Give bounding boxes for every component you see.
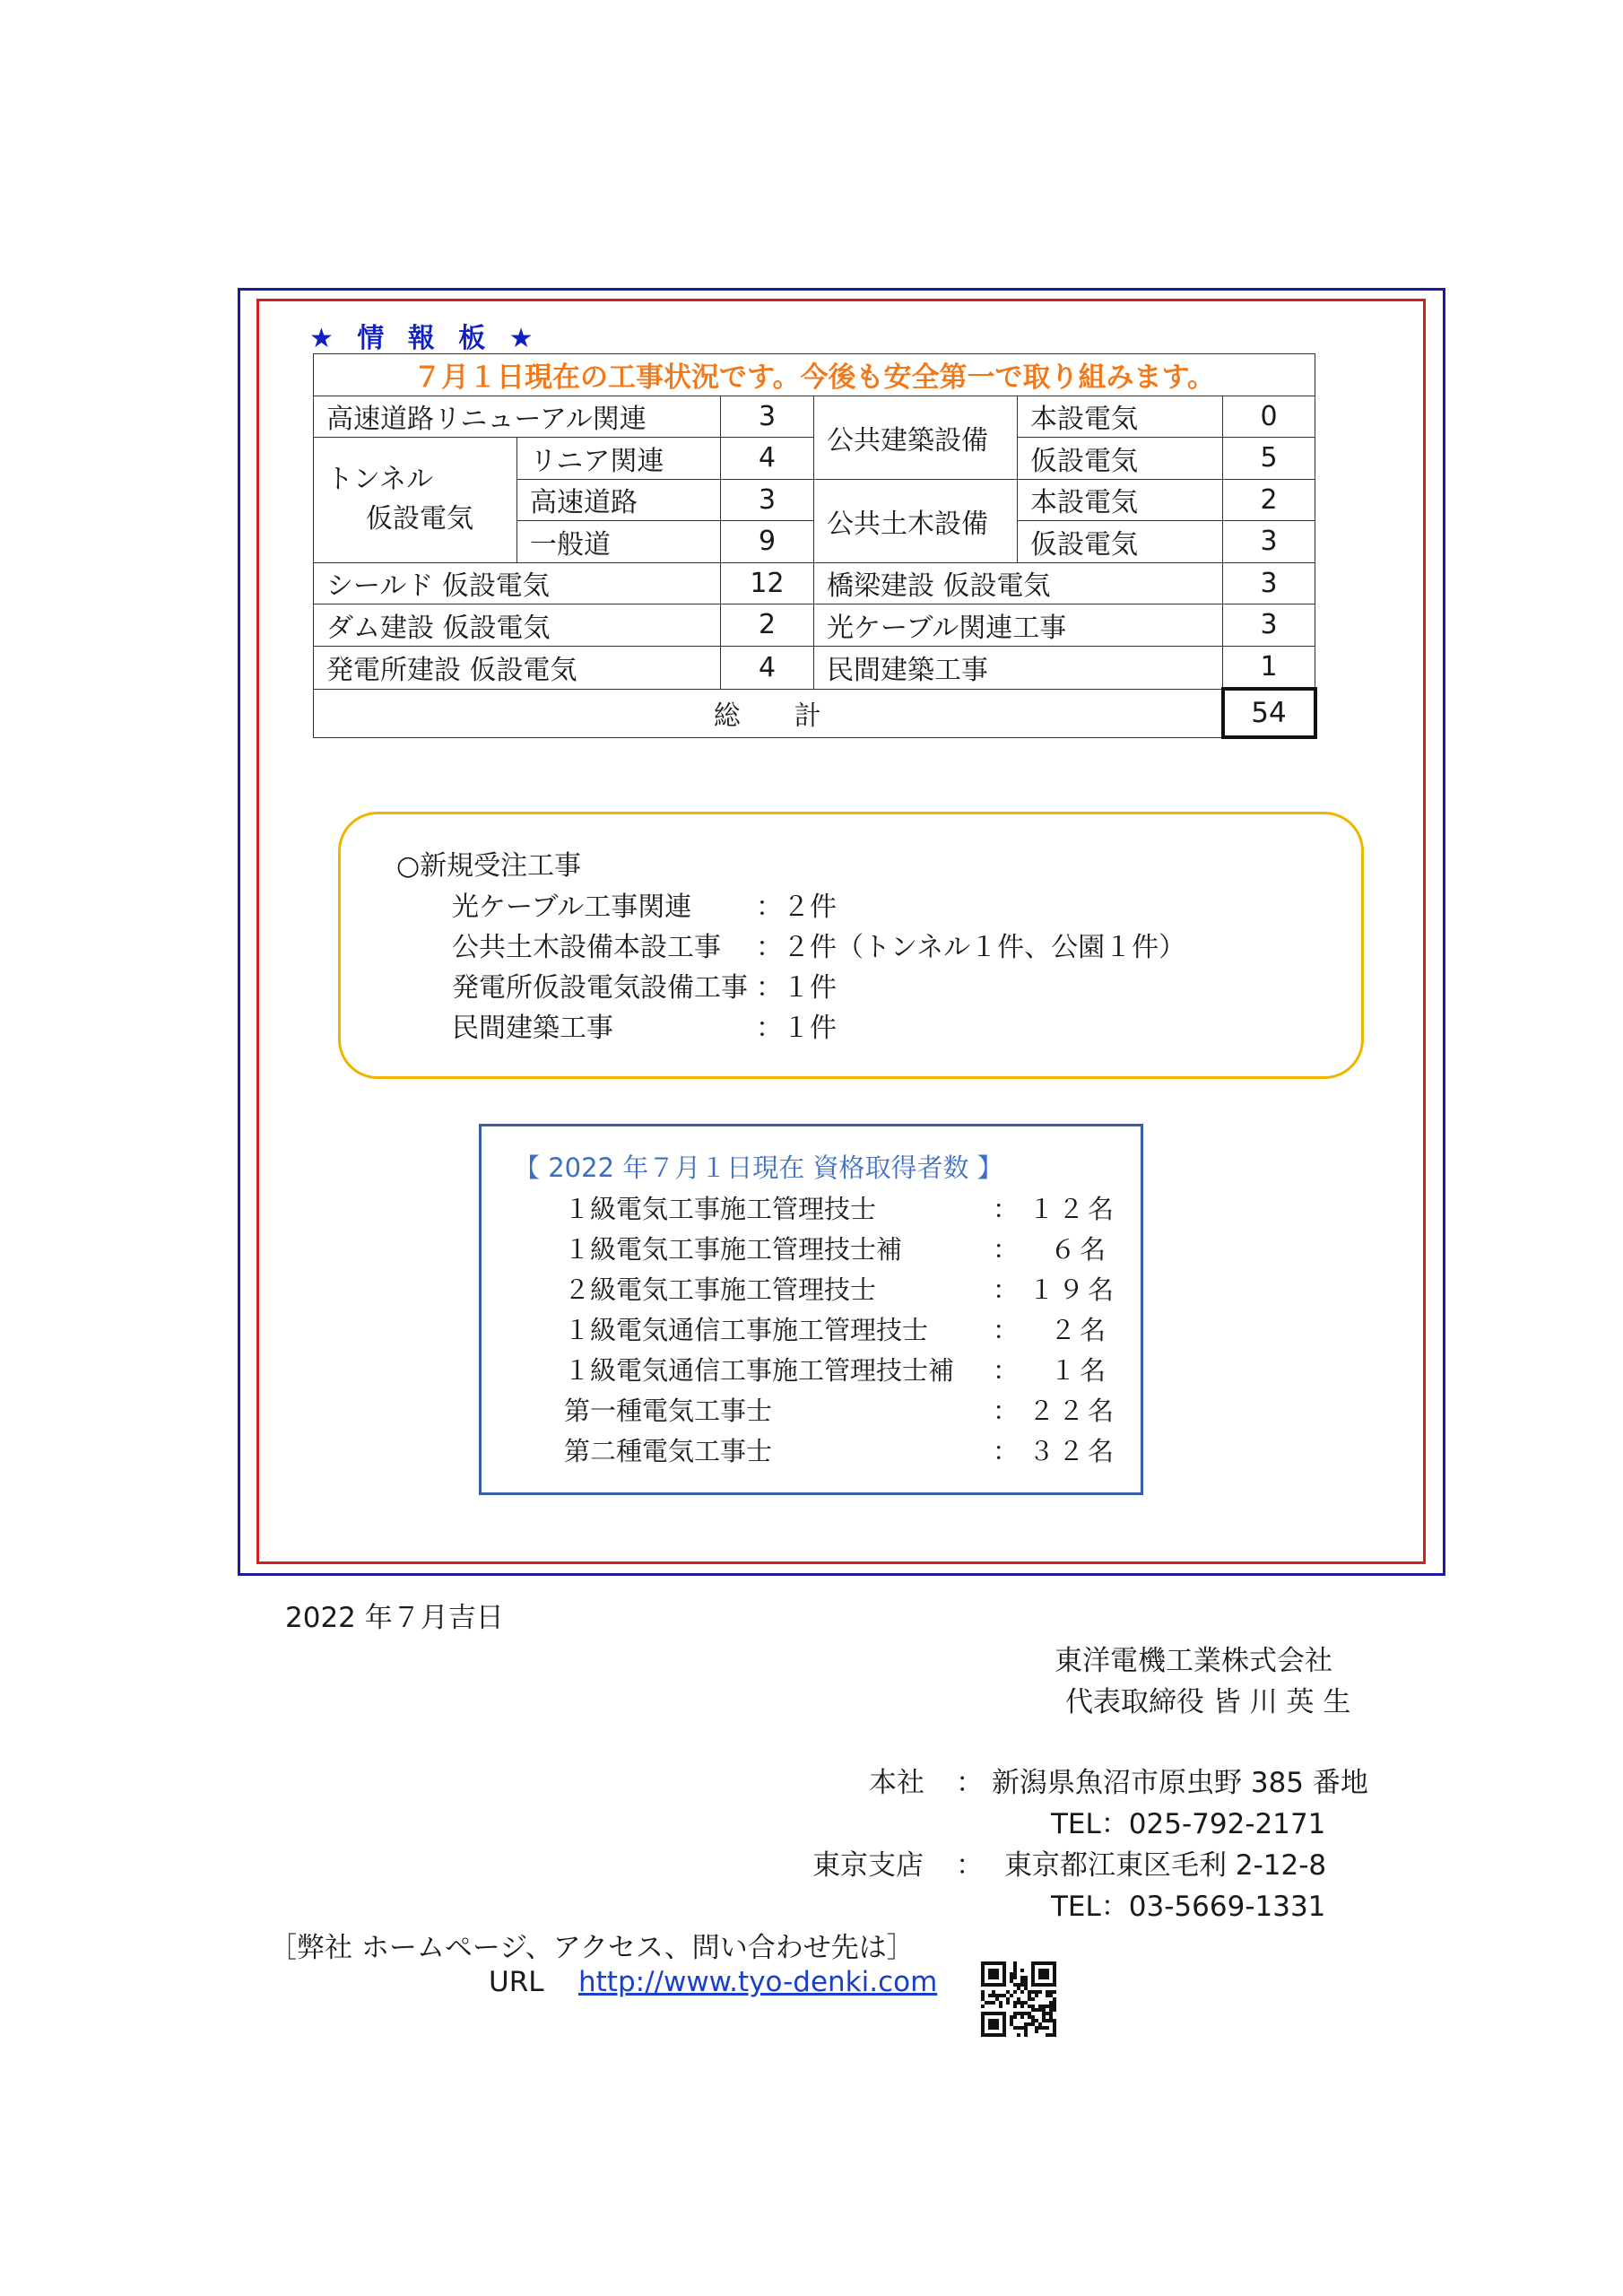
order-value: ：１件	[756, 972, 837, 1004]
status-headline: ７月１日現在の工事状況です。今後も安全第一で取り組みます。	[314, 354, 1315, 396]
order-label: 公共土木設備本設工事	[452, 932, 721, 963]
group-label-tunnel	[314, 438, 517, 563]
separator: ：	[956, 1767, 984, 1799]
total-row	[314, 689, 1315, 737]
tokyo-branch-tel: TEL：03-5669-1331	[1051, 1891, 1326, 1923]
row-value: 3	[721, 396, 814, 438]
separator: ：	[993, 1194, 1020, 1224]
row-label: 一般道	[517, 521, 721, 563]
order-label: 民間建築工事	[452, 1013, 613, 1044]
head-office-address: 新潟県魚沼市原虫野 385 番地	[992, 1767, 1368, 1799]
total-value: 54	[1223, 689, 1315, 737]
url-label: URL	[489, 1966, 544, 1998]
separator: ：	[993, 1274, 1020, 1305]
list-item	[564, 1310, 1109, 1347]
separator: ：	[956, 1849, 984, 1882]
qualification-name: 第一種電気工事士	[564, 1396, 773, 1426]
row-label: ダム建設 仮設電気	[314, 604, 721, 647]
row-value: 3	[1223, 562, 1315, 604]
row-value: 1	[1223, 646, 1315, 689]
qualifications-box	[479, 1124, 1143, 1495]
list-item	[452, 1005, 837, 1045]
row-value: 2	[1223, 479, 1315, 521]
row-value: 3	[1223, 521, 1315, 563]
qualification-count: １２名	[1028, 1194, 1118, 1224]
group-label-line: トンネル	[326, 464, 434, 496]
list-item	[452, 965, 837, 1004]
row-label: 仮設電気	[1018, 521, 1223, 563]
qualification-name: １級電気通信工事施工管理技士補	[564, 1355, 955, 1386]
qualifications-heading: 【 2022 年７月１日現在 資格取得者数 】	[514, 1152, 1003, 1183]
row-value: 0	[1223, 396, 1315, 438]
row-label: 橋梁建設 仮設電気	[814, 562, 1223, 604]
row-label: シールド 仮設電気	[314, 562, 721, 604]
row-value: 4	[721, 646, 814, 689]
row-label: 本設電気	[1018, 396, 1223, 438]
qualification-count: ６名	[1049, 1234, 1109, 1265]
row-value: 3	[1223, 604, 1315, 647]
order-value: ：２件	[756, 891, 837, 923]
list-item	[452, 884, 837, 924]
order-label: 発電所仮設電気設備工事	[452, 972, 748, 1004]
separator: ：	[993, 1315, 1020, 1345]
list-item	[564, 1230, 1109, 1266]
group-label-line: 仮設電気	[366, 503, 473, 535]
row-label: 発電所建設 仮設電気	[314, 646, 721, 689]
row-value: 9	[721, 521, 814, 563]
order-value: ：２件（トンネル１件、公園１件）	[756, 932, 1186, 963]
qualification-count: ３２名	[1028, 1436, 1118, 1466]
row-label: 民間建築工事	[814, 646, 1223, 689]
table-row	[314, 396, 1315, 438]
company-name: 東洋電機工業株式会社	[1055, 1645, 1332, 1677]
list-item	[564, 1351, 1109, 1387]
separator: ：	[993, 1355, 1020, 1386]
qualification-count: １９名	[1028, 1274, 1118, 1305]
qualification-count: １名	[1049, 1355, 1109, 1386]
qr-code-icon[interactable]	[981, 1961, 1056, 2037]
tokyo-branch-label: 東京支店	[812, 1849, 924, 1882]
qualification-name: １級電気工事施工管理技士	[564, 1194, 877, 1224]
group-label: 公共建築設備	[814, 396, 1018, 479]
qualification-name: ２級電気工事施工管理技士	[564, 1274, 877, 1305]
row-label: 光ケーブル関連工事	[814, 604, 1223, 647]
list-item	[564, 1431, 1118, 1468]
row-value: 4	[721, 438, 814, 480]
tokyo-branch-address: 東京都江東区毛利 2-12-8	[1004, 1849, 1327, 1882]
list-item	[564, 1270, 1118, 1307]
representative: 代表取締役 皆 川 英 生	[1065, 1686, 1351, 1718]
row-label: 本設電気	[1018, 479, 1223, 521]
issue-date: 2022 年７月吉日	[285, 1602, 504, 1634]
separator: ：	[993, 1396, 1020, 1426]
qualification-name: １級電気工事施工管理技士補	[564, 1234, 903, 1265]
total-label: 総計	[314, 689, 1223, 737]
order-value: ：１件	[756, 1013, 837, 1044]
row-value: 2	[721, 604, 814, 647]
row-value: 3	[721, 479, 814, 521]
separator: ：	[993, 1436, 1020, 1466]
construction-status-table	[313, 353, 1317, 739]
qualification-count: ２２名	[1028, 1396, 1118, 1426]
group-label: 公共土木設備	[814, 479, 1018, 562]
qualification-name: １級電気通信工事施工管理技士	[564, 1315, 929, 1345]
qualification-count: ２名	[1049, 1315, 1109, 1345]
table-row	[314, 646, 1315, 689]
row-value: 12	[721, 562, 814, 604]
qualification-name: 第二種電気工事士	[564, 1436, 773, 1466]
row-label: 高速道路	[517, 479, 721, 521]
row-label: リニア関連	[517, 438, 721, 480]
table-row	[314, 604, 1315, 647]
table-row	[314, 562, 1315, 604]
new-orders-heading: ○新規受注工事	[396, 850, 582, 882]
board-title: ★ 情 報 板 ★	[309, 323, 541, 354]
homepage-note: ［弊社 ホームページ、アクセス、問い合わせ先は］	[269, 1932, 915, 1964]
row-label: 高速道路リニューアル関連	[314, 396, 721, 438]
new-orders-box	[338, 812, 1364, 1079]
row-value: 5	[1223, 438, 1315, 480]
head-office-tel: TEL：025-792-2171	[1051, 1808, 1326, 1840]
list-item	[564, 1391, 1118, 1428]
homepage-url-link[interactable]: http://www.tyo-denki.com	[578, 1966, 938, 1998]
row-label: 仮設電気	[1018, 438, 1223, 480]
list-item	[564, 1189, 1118, 1226]
order-label: 光ケーブル工事関連	[452, 891, 692, 923]
separator: ：	[993, 1234, 1020, 1265]
head-office-label: 本社	[869, 1767, 924, 1799]
list-item	[452, 925, 1185, 964]
